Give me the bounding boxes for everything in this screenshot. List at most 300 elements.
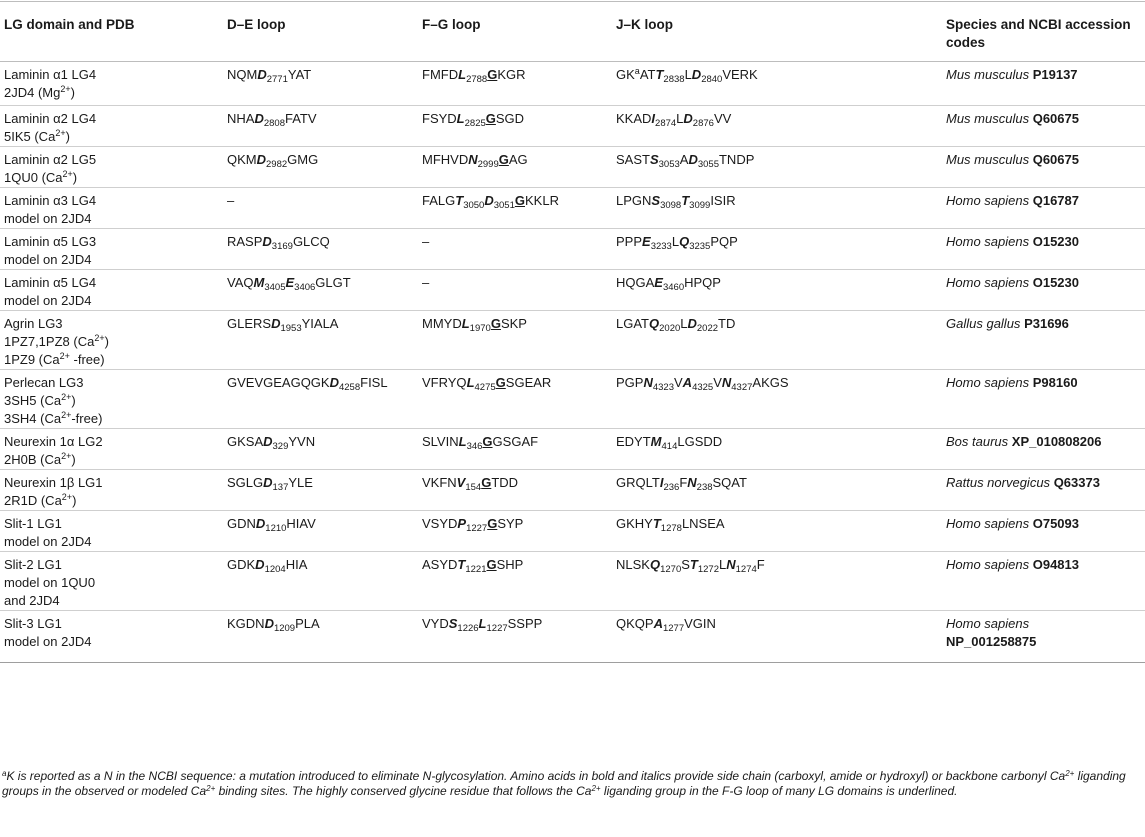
cell-fg-loop <box>418 229 612 270</box>
accession-code: O15230 <box>1032 275 1079 290</box>
liganding-residue: D <box>687 316 697 331</box>
cell-lg-domain <box>0 511 223 552</box>
fg-loop-sequence <box>422 111 525 129</box>
accession-code: Q63373 <box>1053 475 1100 490</box>
cell-species <box>942 370 1145 429</box>
fg-loop-sequence <box>422 67 526 85</box>
cell-de-loop <box>223 229 418 270</box>
domain-line: Neurexin 1α LG2 <box>4 434 103 449</box>
residue-number: 4258 <box>338 382 361 393</box>
residue-number: 4275 <box>474 382 496 393</box>
residues: YLE <box>288 475 313 490</box>
fg-loop-sequence <box>422 275 429 290</box>
table-row <box>0 370 1145 429</box>
superscript: 2+ <box>94 333 105 343</box>
liganding-residue: D <box>691 67 702 82</box>
liganding-residue: D <box>264 616 274 631</box>
cell-lg-domain <box>0 311 223 370</box>
residue-number: 2982 <box>266 159 288 170</box>
de-loop-sequence <box>227 234 330 252</box>
cell-species <box>942 229 1145 270</box>
fg-loop-sequence <box>422 375 552 393</box>
species-name: Homo sapiens <box>946 616 1030 631</box>
liganding-residue: N <box>468 152 478 167</box>
domain-line: model on 2JD4 <box>4 211 92 226</box>
liganding-residue: D <box>256 152 267 167</box>
residue-number: 2838 <box>663 74 685 85</box>
residue-number: 1227 <box>486 623 508 634</box>
species-name: Homo sapiens <box>946 516 1030 531</box>
fg-loop-sequence <box>422 152 528 170</box>
residue-number: 1210 <box>265 523 287 534</box>
liganding-residue: I <box>659 475 664 490</box>
cell-species <box>942 470 1145 511</box>
fg-loop-sequence <box>422 616 543 634</box>
domain-line: Laminin α1 LG4 <box>4 67 97 82</box>
residues: V <box>674 375 683 390</box>
de-loop-sequence <box>227 616 320 634</box>
liganding-residue: D <box>484 193 494 208</box>
cell-jk-loop <box>612 62 942 106</box>
de-loop-sequence <box>227 111 317 129</box>
residue-number: 3405 <box>264 282 286 293</box>
species-name: Homo sapiens <box>946 557 1030 572</box>
residue-number: 238 <box>696 482 713 493</box>
species-name: Rattus norvegicus <box>946 475 1051 490</box>
residues: VAQ <box>227 275 254 290</box>
cell-lg-domain <box>0 62 223 106</box>
liganding-residue: L <box>458 67 467 82</box>
residues: VKFN <box>422 475 457 490</box>
residue-number: 3235 <box>689 241 711 252</box>
liganding-residue: D <box>688 152 698 167</box>
species-name: Homo sapiens <box>946 234 1030 249</box>
residue-number: 1221 <box>465 564 487 575</box>
domain-line: model on 2JD4 <box>4 252 92 267</box>
fg-loop-sequence <box>422 557 524 575</box>
residues: LNSEA <box>681 516 725 531</box>
liganding-residue: E <box>654 275 663 290</box>
liganding-residue: S <box>651 193 661 208</box>
superscript: 2+ <box>59 351 70 361</box>
residue-number: 1204 <box>264 564 286 575</box>
domain-line: Laminin α5 LG4 <box>4 275 97 290</box>
residue-number: 236 <box>663 482 680 493</box>
jk-loop-sequence <box>616 516 725 534</box>
liganding-residue: N <box>687 475 697 490</box>
header-de-loop: D–E loop <box>223 2 418 62</box>
cell-species <box>942 511 1145 552</box>
residues: GK <box>616 67 635 82</box>
jk-loop-sequence <box>616 557 765 575</box>
cell-jk-loop <box>612 147 942 188</box>
accession-code: XP_010808206 <box>1011 434 1102 449</box>
domain-name <box>4 233 219 269</box>
conserved-glycine: G <box>487 67 498 82</box>
table-row <box>0 470 1145 511</box>
accession-code: P98160 <box>1032 375 1078 390</box>
residue-number: 1274 <box>735 564 757 575</box>
footnote-marker: a <box>634 66 640 76</box>
residue-number: 3051 <box>493 200 515 211</box>
residues: VV <box>713 111 732 126</box>
residues: FSYD <box>422 111 457 126</box>
residue-number: 1277 <box>662 623 685 634</box>
residue-number: 2840 <box>701 74 723 85</box>
residues: HQGA <box>616 275 655 290</box>
cell-species <box>942 106 1145 147</box>
residue-number: 3099 <box>689 200 711 211</box>
residues: SAST <box>616 152 650 167</box>
domain-line: Laminin α2 LG5 <box>4 152 97 167</box>
domain-line: 3SH4 $(Ca^{2+}-free)$ <box>4 410 103 426</box>
domain-line: 2H0B $(Ca^{2+})$ <box>4 451 76 467</box>
cell-species <box>942 62 1145 106</box>
jk-loop-sequence <box>616 316 736 334</box>
residues: AT <box>639 67 656 82</box>
cell-lg-domain <box>0 611 223 663</box>
residues: SYP <box>497 516 524 531</box>
cell-lg-domain <box>0 470 223 511</box>
residue-number: 2788 <box>466 74 488 85</box>
residues: GDN <box>227 516 256 531</box>
cell-lg-domain <box>0 229 223 270</box>
residue-number: 414 <box>661 441 678 452</box>
table-footnote <box>0 769 1143 799</box>
cell-lg-domain <box>0 147 223 188</box>
residue-number: 3460 <box>662 282 685 293</box>
residue-number: 329 <box>272 441 289 452</box>
residue-number: 2808 <box>263 118 285 129</box>
residues: ISIR <box>710 193 736 208</box>
conserved-glycine: G <box>482 434 493 449</box>
liganding-residue: M <box>253 275 265 290</box>
residues: GKSA <box>227 434 264 449</box>
domain-name <box>4 151 219 187</box>
footnote-text: K is reported as a N in the NCBI sequence: a mutation introduced to eliminate N-glycosylation. Amino acids in bold and italics provide side chain (carboxyl, amide or hydroxyl) or backbone carbonyl Ca <box>6 769 1066 783</box>
residues: FALG <box>422 193 456 208</box>
cell-species <box>942 552 1145 611</box>
cell-lg-domain <box>0 270 223 311</box>
residues: YVN <box>288 434 316 449</box>
residue-number: 4327 <box>731 382 753 393</box>
table-row <box>0 511 1145 552</box>
liganding-residue: N <box>643 375 653 390</box>
residue-number: 2020 <box>659 323 681 334</box>
header-lg-domain: LG domain and PDB <box>0 2 223 62</box>
domain-line: 1PZ7,1PZ8 $(Ca^{2+})$ <box>4 333 109 349</box>
header-jk-loop: J–K loop <box>612 2 942 62</box>
residues: SSPP <box>507 616 543 631</box>
residues: KGDN <box>227 616 265 631</box>
fg-loop-sequence <box>422 516 524 534</box>
cell-jk-loop <box>612 188 942 229</box>
residue-number: 1970 <box>469 323 491 334</box>
residue-number: 1270 <box>660 564 682 575</box>
domain-name <box>4 433 219 469</box>
domain-name <box>4 192 219 228</box>
domain-line: 1QU0 $(Ca^{2+})$ <box>4 169 78 185</box>
table-row <box>0 270 1145 311</box>
cell-de-loop <box>223 611 418 663</box>
species-name: Bos taurus <box>946 434 1009 449</box>
cell-lg-domain <box>0 552 223 611</box>
superscript: 2+ <box>61 451 72 461</box>
liganding-residue: E <box>642 234 651 249</box>
residue-number: 3055 <box>697 159 719 170</box>
de-loop-sequence <box>227 152 319 170</box>
cell-de-loop <box>223 511 418 552</box>
liganding-residue: D <box>271 316 281 331</box>
de-loop-sequence <box>227 316 339 334</box>
species-name: Mus musculus <box>946 111 1030 126</box>
superscript: 2+ <box>61 492 73 502</box>
table-row <box>0 552 1145 611</box>
liganding-residue: T <box>689 557 698 572</box>
liganding-residue: T <box>455 193 464 208</box>
domain-line: model on 1QU0 <box>4 575 96 590</box>
cell-jk-loop <box>612 511 942 552</box>
liganding-residue: L <box>458 434 467 449</box>
superscript: 2+ <box>206 784 216 793</box>
cell-jk-loop <box>612 552 942 611</box>
residues: HIAV <box>286 516 316 531</box>
residues: ASYD <box>422 557 458 572</box>
jk-loop-sequence <box>616 234 738 252</box>
domain-name <box>4 556 219 610</box>
cell-species <box>942 188 1145 229</box>
domain-line: Perlecan LG3 <box>4 375 84 390</box>
liganding-residue: D <box>257 67 267 82</box>
residues: GKHY <box>616 516 653 531</box>
residues: PQP <box>710 234 738 249</box>
cell-jk-loop <box>612 106 942 147</box>
cell-fg-loop <box>418 311 612 370</box>
jk-loop-sequence <box>616 66 758 85</box>
residue-number: 3406 <box>294 282 316 293</box>
residues: FATV <box>284 111 317 126</box>
liganding-residue: I <box>651 111 656 126</box>
residues: L <box>684 67 692 82</box>
domain-line: and 2JD4 <box>4 593 60 608</box>
residues: V <box>713 375 722 390</box>
de-loop-sequence <box>227 193 234 208</box>
cell-fg-loop <box>418 429 612 470</box>
residues: SGD <box>495 111 525 126</box>
superscript: 2+ <box>62 169 73 179</box>
residues: GLCQ <box>292 234 330 249</box>
residues: GVEVGEAGQGK <box>227 375 330 390</box>
residues: VYD <box>422 616 449 631</box>
residues: KGR <box>497 67 526 82</box>
domain-name <box>4 515 219 551</box>
liganding-residue: E <box>285 275 295 290</box>
domain-line: Laminin α5 LG3 <box>4 234 97 249</box>
cell-jk-loop <box>612 229 942 270</box>
domain-line: Slit-2 LG1 <box>4 557 62 572</box>
accession-code: NP_001258875 <box>946 634 1037 649</box>
accession-code: Q60675 <box>1032 152 1079 167</box>
cell-species <box>942 147 1145 188</box>
domain-name <box>4 66 219 102</box>
table-row <box>0 188 1145 229</box>
domain-line: 2JD4 $(Mg^{2+})$ <box>4 84 75 100</box>
liganding-residue: D <box>683 111 693 126</box>
superscript: 2+ <box>1065 769 1075 778</box>
residues: GMG <box>287 152 319 167</box>
liganding-residue: N <box>721 375 732 390</box>
cell-species <box>942 611 1145 663</box>
residues: VGIN <box>684 616 716 631</box>
de-loop-sequence <box>227 434 316 452</box>
domain-line: 1PZ9 ($Ca^{2+}$ -free) <box>4 351 105 367</box>
residues: MMYD <box>422 316 462 331</box>
residues: TNDP <box>718 152 755 167</box>
residue-number: 3233 <box>650 241 672 252</box>
residues: NQM <box>227 67 258 82</box>
domain-line: 5IK5 $(Ca^{2+})$ <box>4 128 70 144</box>
accession-code: O15230 <box>1032 234 1079 249</box>
liganding-residue: L <box>461 316 470 331</box>
residues: – <box>422 234 430 249</box>
de-loop-sequence <box>227 475 313 493</box>
residue-number: 3053 <box>658 159 680 170</box>
liganding-residue: M <box>650 434 662 449</box>
conserved-glycine: G <box>490 316 501 331</box>
domain-name <box>4 274 219 310</box>
table-row <box>0 147 1145 188</box>
domain-name <box>4 474 219 510</box>
jk-loop-sequence <box>616 475 747 493</box>
domain-line: Slit-1 LG1 <box>4 516 62 531</box>
species-name: Homo sapiens <box>946 193 1030 208</box>
domain-name <box>4 374 219 428</box>
cell-de-loop <box>223 429 418 470</box>
liganding-residue: D <box>255 516 266 531</box>
accession-code: Q16787 <box>1032 193 1079 208</box>
residues: VFRYQ <box>422 375 467 390</box>
conserved-glycine: G <box>498 152 509 167</box>
species-name: Homo sapiens <box>946 275 1030 290</box>
residues: TD <box>718 316 736 331</box>
liganding-residue: D <box>262 234 272 249</box>
residue-number: 137 <box>272 482 289 493</box>
table-body <box>0 62 1145 663</box>
fg-loop-sequence <box>422 193 559 211</box>
superscript: 2+ <box>61 392 72 402</box>
residues: PPP <box>616 234 643 249</box>
residues: SGEAR <box>505 375 552 390</box>
liganding-residue: D <box>263 475 273 490</box>
liganding-residue: Q <box>649 557 661 572</box>
residues: FISL <box>360 375 388 390</box>
residues: GLGT <box>315 275 351 290</box>
residues: GSGAF <box>492 434 539 449</box>
accession-code: P19137 <box>1032 67 1078 82</box>
conserved-glycine: G <box>485 111 496 126</box>
cell-jk-loop <box>612 470 942 511</box>
domain-name <box>4 615 219 651</box>
liganding-residue: A <box>653 616 663 631</box>
residues: – <box>422 275 430 290</box>
residues: PLA <box>295 616 320 631</box>
residues: SGLG <box>227 475 264 490</box>
cell-de-loop <box>223 106 418 147</box>
residues: YIALA <box>301 316 339 331</box>
residue-number: 2771 <box>266 74 288 85</box>
footnote-text: binding sites. The highly conserved glycine residue that follows the Ca <box>215 784 592 798</box>
cell-fg-loop <box>418 147 612 188</box>
cell-species <box>942 429 1145 470</box>
cell-fg-loop <box>418 370 612 429</box>
residue-number: 154 <box>465 482 482 493</box>
residues: YAT <box>287 67 312 82</box>
footnote-text: liganding groups in the observed or modeled Ca <box>2 769 1126 798</box>
liganding-residue: L <box>456 111 465 126</box>
liganding-residue: D <box>254 111 264 126</box>
residues: GDK <box>227 557 256 572</box>
liganding-residue: L <box>478 616 487 631</box>
residues: QKM <box>227 152 257 167</box>
de-loop-sequence <box>227 375 388 393</box>
cell-de-loop <box>223 188 418 229</box>
cell-lg-domain <box>0 106 223 147</box>
cell-de-loop <box>223 370 418 429</box>
cell-species <box>942 270 1145 311</box>
header-species: Species and NCBI accession codes <box>942 2 1145 62</box>
accession-code: Q60675 <box>1032 111 1079 126</box>
residues: PGP <box>616 375 644 390</box>
table-row <box>0 62 1145 106</box>
liganding-residue: Q <box>679 234 690 249</box>
residue-number: 2876 <box>692 118 714 129</box>
de-loop-sequence <box>227 557 308 575</box>
liganding-residue: T <box>652 516 661 531</box>
cell-fg-loop <box>418 106 612 147</box>
residues: SHP <box>496 557 524 572</box>
residue-number: 4325 <box>692 382 714 393</box>
residues: A <box>679 152 689 167</box>
residues: RASP <box>227 234 263 249</box>
residues: VSYD <box>422 516 458 531</box>
species-name: Mus musculus <box>946 67 1030 82</box>
conserved-glycine: G <box>495 375 506 390</box>
species-name: Homo sapiens <box>946 375 1030 390</box>
conserved-glycine: G <box>481 475 492 490</box>
cell-de-loop <box>223 470 418 511</box>
domain-name <box>4 110 219 146</box>
fg-loop-sequence <box>422 475 519 493</box>
accession-code: O94813 <box>1032 557 1079 572</box>
liganding-residue: N <box>726 557 736 572</box>
residues: GRQLT <box>616 475 660 490</box>
residues: L <box>719 557 727 572</box>
jk-loop-sequence <box>616 434 723 452</box>
liganding-residue: V <box>456 475 466 490</box>
liganding-residue: L <box>466 375 475 390</box>
domain-line: model on 2JD4 <box>4 534 92 549</box>
jk-loop-sequence <box>616 152 755 170</box>
superscript: 2+ <box>591 784 601 793</box>
liganding-residue: D <box>263 434 273 449</box>
cell-jk-loop <box>612 429 942 470</box>
table-row <box>0 106 1145 147</box>
de-loop-sequence <box>227 67 312 85</box>
residue-number: 346 <box>466 441 483 452</box>
residues: LPGN <box>616 193 652 208</box>
domain-line: 3SH5 $(Ca^{2+})$ <box>4 392 76 408</box>
residues: NLSK <box>616 557 650 572</box>
